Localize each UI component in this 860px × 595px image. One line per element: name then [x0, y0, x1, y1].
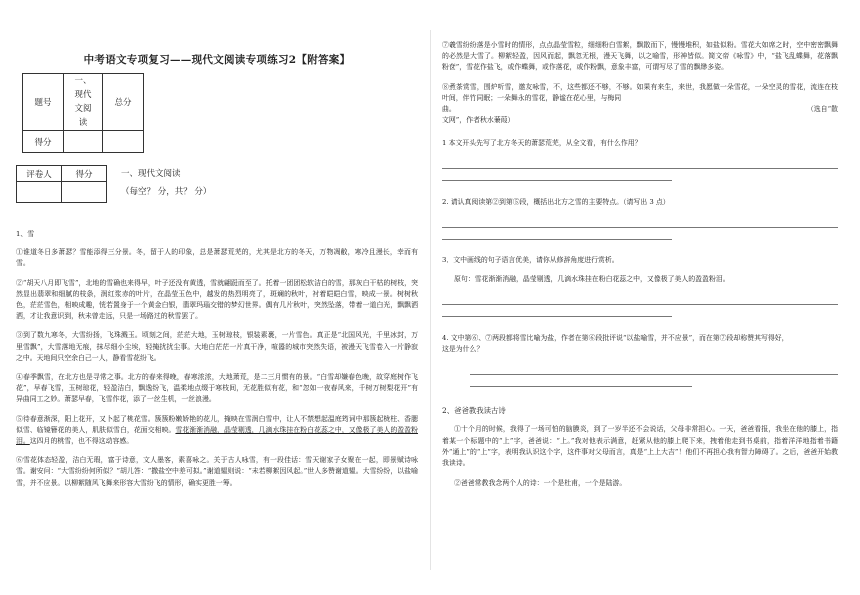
passage1-ending: [442, 104, 838, 115]
passage1-source-a: （选自“散: [806, 105, 838, 114]
passage1-underlined-sentence: 雪花渐渐消融，晶莹剔透，几滴水珠挂在粉白花蕊之中，又像极了美人的盈盈粉泪。: [16, 425, 419, 446]
passage1-p4: ④春季飘雪，在北方也是寻常之事。北方的春来得晚，春寒浓浓，大地萧荒，是二三月惯有的景。“白雪却嫌春色晚，故穿庭树作飞花”，早春飞雪，玉树琼花，轻盈洁白，飘逸纷飞，温柔地点缀于寒枝间，无花胜似有花，和“忽如一夜春风来，千树万树梨花开”有异曲同工之妙。萧瑟早春，飞雪作花，添了一丝生机，一丝浪漫。: [16, 373, 418, 404]
passage2-number: 2、爸爸教我读古诗: [442, 406, 506, 416]
answer-line-3a[interactable]: [442, 303, 838, 305]
answer-line-4a[interactable]: [470, 373, 838, 375]
grader-cell[interactable]: [17, 182, 62, 203]
question-1: 1 本文开头先写了北方冬天的萧瑟荒芜，从全文看，有什么作用？: [442, 139, 642, 148]
right-page: [430, 0, 860, 595]
answer-line-2b[interactable]: [442, 238, 672, 240]
section1-subheading: （每空？ 分，共？ 分）: [121, 187, 212, 197]
question-2: 2. 请认真阅读第②到第⑤段，概括出北方之雪的主要特点。（请写出 3 点）: [442, 198, 670, 207]
page-title: 中考语文专项复习——现代文阅读专项练习2【附答案】: [83, 54, 351, 66]
question-4-line2: 这是为什么？: [442, 345, 484, 354]
passage1-p3: ③到了数九寒冬，大雪纷扬，飞珠溅玉。顷刻之间，茫茫大地，玉树琼枝，银装素裹，一片雪色。真正是“北国风光，千里冰封，万里雪飘”，大雪落地无痕，抹尽细小尘埃，轻掩扰扰尘事。大地白茫茫一片真干净，喧嚣的城市突然失语，被漫天飞雪卷入一片静寂之中。天地间只空余白己一人，静看雪花纷飞。: [16, 331, 418, 362]
grader-row: [16, 165, 418, 203]
grader-score-label: 得分: [62, 166, 107, 182]
passage1-p1: ①谁道冬日多萧瑟？雪能添得三分景。冬，留于人的印象，总是萧瑟荒芜的，尤其是北方的冬天，万物凋敝，寒冷且漫长，幸而有雪。: [16, 248, 418, 268]
passage2-p2: ②爸爸常教我念两个人的诗：一个是杜甫，一个是陆游。: [454, 479, 627, 488]
score-table-col2-header: 总分: [103, 74, 144, 131]
passage1-p7: ⑦羲雪纷纷落是小雪时的情形，点点晶莹雪粒，细细粉白雪絮，飘散而下，慢慢堆积，如盐似粉。雪花大如席之时，空中密密飘舞的必然是大雪了。柳絮轻盈，因风而起，飘忽无根，漫天飞舞，以之喻雪，形神皆似。简文帝《咏雪》中，“盐飞乱蝶舞，花落飘粉奁”，雪花作盐飞，或作蝶舞，或作落花，或作粉飘，意象丰富，可谓写尽了雪的飘缈多姿。: [442, 41, 838, 72]
answer-line-1a[interactable]: [442, 167, 838, 169]
section1-header: [121, 165, 211, 203]
score-col1-text: 一、现代文阅读: [74, 76, 92, 128]
passage1-p8-end: 曲。: [442, 105, 456, 114]
section1-heading: 一、现代文阅读: [121, 169, 181, 179]
passage1-p2: ②“胡天八月即飞雪”，北地的雪确也来得早，叶子还没有黄透，雪就翩跹而至了。托着一团团松软洁白的雪，那灰白干枯的树枝，突然显出翡翠和细腻的枝条，润红浆赤的叶片，在晶莹玉色中，越发的热烈明亮了，斑斓的秋叶，衬着皑皑白雪，映成一景。树树秋色，茫茫雪色，相映成趣，恍若置身于一个黄金白银，翡翠玛瑙交错的梦幻世界。偶有几片秋叶，突然坠落，带着一道白光，飘飘洒洒，才让我意识到，秋未曾走远，只是一场路过的秋雪罢了。: [16, 278, 418, 321]
passage1-p5-part1: ⑤待春意渐深，阳上花开，又卜起了桃花雪。簇簇粉嫩娇艳的花儿，掩映在雪润白雪中，让人不禁想起温庭筠词中那簇起栊柱、香腮似雪、临镜簪花的美人，肌肤似雪白，花面交相映。: [16, 414, 418, 434]
passage1-number: 1、雪: [16, 230, 35, 238]
grader-label: 评卷人: [17, 166, 62, 182]
question-3-quote: 原句：雪花渐渐消融，晶莹剔透，几滴水珠挂在粉白花蕊之中，又像极了美人的盈盈粉泪。: [454, 275, 730, 284]
passage1-p6: ⑥雪花体态轻盈，洁白无瑕，富于诗意，文人墨客，素喜咏之。关于古人咏雪，有一段佳话：雪天谢家子女聚在一起，即景赋诗咏雪。谢安问：“大雪纷纷何所似？”胡儿答：“撒盐空中差可拟。”谢道韫则说：“未若柳絮因风起。”世人多赞谢道韫。大雪纷纷，以盐喻雪，并不应景。以柳絮随风飞舞来形容大雪纷飞的情形，确实更胜一筹。: [16, 456, 418, 487]
score-cell-1[interactable]: [64, 131, 103, 153]
questions1: [442, 138, 838, 387]
answer-line-2a[interactable]: [442, 226, 838, 228]
question-3: 3．文中画线的句子语言优美，请你从修辞角度进行赏析。: [442, 256, 619, 265]
score-table: [22, 73, 144, 153]
passage1-p5-part2: 这四月的桃雪，也不得这动容感。: [29, 437, 134, 446]
grader-table: [16, 165, 107, 203]
passage2-p1: ①十个月的时候，我得了一场可怕的脑膜炎，到了一岁半还不会说话，父母非常担心。一天，爸爸看报，我坐在他的膝上，指着某一个标题中的“上”字，爸爸说：“上。”我对他表示满意，赶紧从他的膝上爬下来，拽着他走到书桌前，指着洋洋地指着书籍外“通上”的“上”字，表明我认识这个字，这件事对父母而言，真是“上上大吉”！他们不再担心我有智力障碍了。之后，爸爸开始教我读诗。: [442, 425, 838, 468]
passage1-p8: ⑧煮茶赏雪，围炉听雪，邀友咏雪，不，这些都还不够，不够。如果有来生，来世，我愿做一朵雪花，一朵空灵的雪花，流连在枝叶间，伴竹同眠；一朵舞永的雪花，静谧在花心里，与梅同: [442, 82, 838, 102]
passage1: [16, 229, 418, 489]
answer-line-4b[interactable]: [470, 385, 692, 387]
answer-line-3b[interactable]: [442, 315, 672, 317]
question-4-line1: 4. 文中第⑥、⑦两段都将雪比喻为盐，作者在第⑥段批评说“以盐喻雪，并不应景”，而在第⑦段却称赞其写得好，: [442, 334, 789, 343]
passage1-source-b: 文网”，作者秋水蒹葭）: [442, 116, 515, 125]
passage2: [442, 405, 838, 489]
score-cell-total[interactable]: [103, 131, 144, 153]
score-table-col1-header: [64, 74, 103, 131]
answer-line-1b[interactable]: [442, 179, 672, 181]
score-table-row1-label: 题号: [23, 74, 64, 131]
grader-score-cell[interactable]: [62, 182, 107, 203]
score-table-row2-label: 得分: [23, 131, 64, 153]
passage1-p5: [16, 414, 418, 448]
